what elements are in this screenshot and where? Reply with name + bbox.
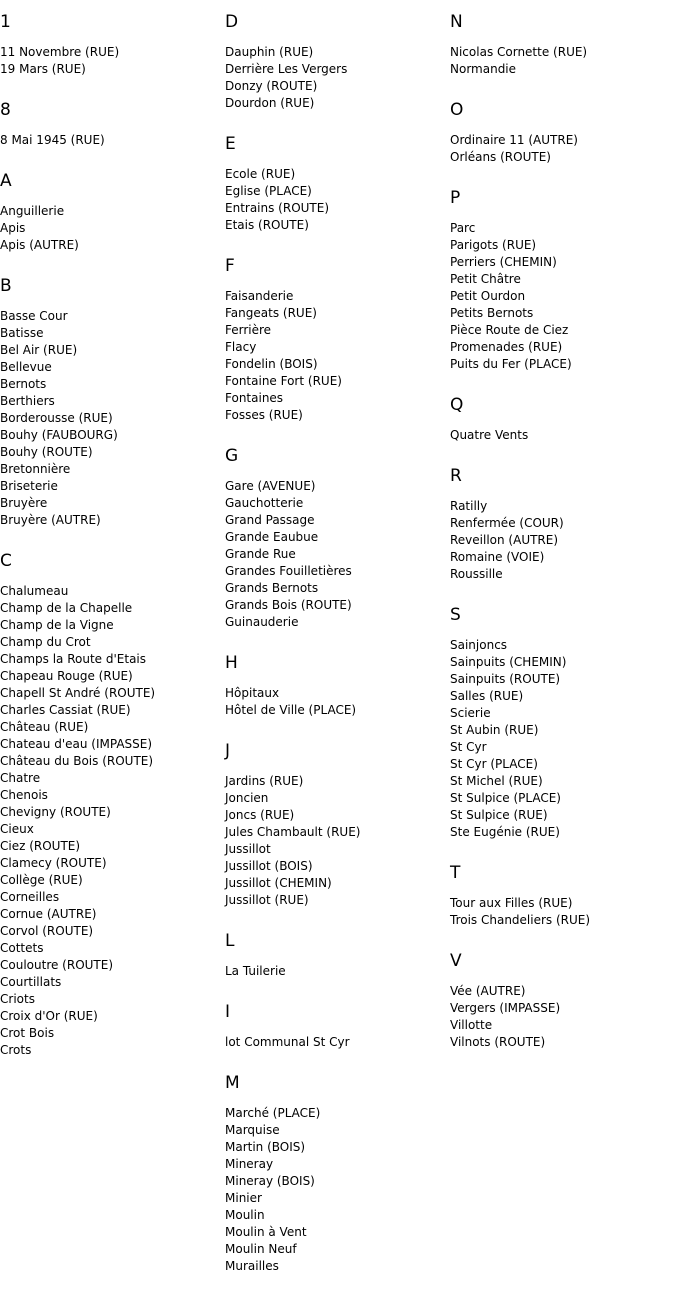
street-name: Salles (RUE) xyxy=(450,689,524,703)
street-name: St Michel (RUE) xyxy=(450,774,543,788)
street-name: Murailles xyxy=(225,1259,279,1273)
street-list xyxy=(450,895,670,929)
street-list xyxy=(225,1105,445,1275)
index-section-1 xyxy=(0,12,220,78)
index-section-j xyxy=(225,741,445,909)
index-section-i xyxy=(225,1002,445,1051)
street-name: Berthiers xyxy=(0,394,55,408)
street-name: Nicolas Cornette (RUE) xyxy=(450,45,588,59)
street-name: Gauchotterie xyxy=(225,496,304,510)
street-name: Perriers (CHEMIN) xyxy=(450,255,557,269)
street-name: Batisse xyxy=(0,326,44,340)
street-name: Champs la Route d'Etais xyxy=(0,652,147,666)
section-letter-heading: T xyxy=(450,863,461,883)
street-name: Flacy xyxy=(225,340,257,354)
street-list xyxy=(0,308,220,529)
index-section-p xyxy=(450,188,670,373)
street-name: Couloutre (ROUTE) xyxy=(0,958,114,972)
street-list xyxy=(450,637,670,841)
street-name: Roussille xyxy=(450,567,503,581)
street-name: St Sulpice (PLACE) xyxy=(450,791,561,805)
street-name: Chalumeau xyxy=(0,584,69,598)
index-section-c xyxy=(0,551,220,1059)
street-name: Champ de la Chapelle xyxy=(0,601,133,615)
index-section-r xyxy=(450,466,670,583)
street-name: Scierie xyxy=(450,706,491,720)
street-index-column-1 xyxy=(0,12,220,1081)
street-name: Gare (AVENUE) xyxy=(225,479,316,493)
street-name: Vilnots (ROUTE) xyxy=(450,1035,546,1049)
index-section-8 xyxy=(0,100,220,149)
street-name: Marché (PLACE) xyxy=(225,1106,321,1120)
street-name: Chapell St André (ROUTE) xyxy=(0,686,156,700)
street-name: Cieux xyxy=(0,822,34,836)
street-list xyxy=(450,983,670,1051)
street-name: Bruyère xyxy=(0,496,48,510)
street-list xyxy=(0,44,220,78)
street-name: Collège (RUE) xyxy=(0,873,83,887)
street-name: Ratilly xyxy=(450,499,488,513)
street-name: Orléans (ROUTE) xyxy=(450,150,551,164)
street-name: Chateau d'eau (IMPASSE) xyxy=(0,737,153,751)
section-letter-heading: M xyxy=(225,1073,240,1093)
index-section-d xyxy=(225,12,445,112)
section-letter-heading: Q xyxy=(450,395,464,415)
street-name: Mineray (BOIS) xyxy=(225,1174,315,1188)
index-section-t xyxy=(450,863,670,929)
street-name: Chevigny (ROUTE) xyxy=(0,805,111,819)
street-name: Ste Eugénie (RUE) xyxy=(450,825,560,839)
street-list xyxy=(450,132,670,166)
section-letter-heading: N xyxy=(450,12,463,32)
street-name: Bretonnière xyxy=(0,462,71,476)
street-list xyxy=(450,44,670,78)
street-name: Dourdon (RUE) xyxy=(225,96,315,110)
street-name: Quatre Vents xyxy=(450,428,529,442)
street-name: Donzy (ROUTE) xyxy=(225,79,318,93)
street-name: Château (RUE) xyxy=(0,720,89,734)
street-name: Apis (AUTRE) xyxy=(0,238,79,252)
street-name: Fangeats (RUE) xyxy=(225,306,317,320)
section-letter-heading: G xyxy=(225,446,239,466)
street-name: Grands Bernots xyxy=(225,581,319,595)
street-name: Ordinaire 11 (AUTRE) xyxy=(450,133,578,147)
street-name: Jussillot (RUE) xyxy=(225,893,309,907)
street-name: Chenois xyxy=(0,788,48,802)
street-list xyxy=(450,498,670,583)
index-section-m xyxy=(225,1073,445,1275)
section-letter-heading: 8 xyxy=(0,100,11,120)
street-name: Moulin xyxy=(225,1208,265,1222)
street-name: Petit Châtre xyxy=(450,272,521,286)
street-name: Grands Bois (ROUTE) xyxy=(225,598,352,612)
street-name: Bouhy (FAUBOURG) xyxy=(0,428,118,442)
street-name: Criots xyxy=(0,992,35,1006)
index-section-o xyxy=(450,100,670,166)
street-name: Jussillot xyxy=(225,842,271,856)
street-index-column-2 xyxy=(225,12,445,1297)
section-letter-heading: I xyxy=(225,1002,231,1022)
section-letter-heading: L xyxy=(225,931,235,951)
street-name: Cottets xyxy=(0,941,44,955)
street-name: Faisanderie xyxy=(225,289,294,303)
street-name: Trois Chandeliers (RUE) xyxy=(450,913,591,927)
street-list xyxy=(0,132,220,149)
street-name: Chapeau Rouge (RUE) xyxy=(0,669,133,683)
street-name: Hôpitaux xyxy=(225,686,280,700)
street-name: Vergers (IMPASSE) xyxy=(450,1001,561,1015)
street-list xyxy=(225,1034,445,1051)
index-section-l xyxy=(225,931,445,980)
street-name: Hôtel de Ville (PLACE) xyxy=(225,703,357,717)
street-name: Tour aux Filles (RUE) xyxy=(450,896,573,910)
street-name: Vée (AUTRE) xyxy=(450,984,526,998)
street-name: Croix d'Or (RUE) xyxy=(0,1009,98,1023)
index-section-s xyxy=(450,605,670,841)
section-letter-heading: V xyxy=(450,951,462,971)
section-letter-heading: R xyxy=(450,466,462,486)
section-letter-heading: S xyxy=(450,605,461,625)
index-section-v xyxy=(450,951,670,1051)
street-name: Moulin à Vent xyxy=(225,1225,307,1239)
section-letter-heading: F xyxy=(225,256,235,276)
index-section-n xyxy=(450,12,670,78)
street-name: Fontaine Fort (RUE) xyxy=(225,374,342,388)
street-name: Promenades (RUE) xyxy=(450,340,563,354)
street-name: Martin (BOIS) xyxy=(225,1140,306,1154)
section-letter-heading: A xyxy=(0,171,12,191)
index-section-e xyxy=(225,134,445,234)
index-section-f xyxy=(225,256,445,424)
street-name: St Aubin (RUE) xyxy=(450,723,539,737)
street-name: Apis xyxy=(0,221,26,235)
section-letter-heading: E xyxy=(225,134,236,154)
street-name: Château du Bois (ROUTE) xyxy=(0,754,154,768)
street-name: Joncien xyxy=(225,791,269,805)
street-list xyxy=(225,288,445,424)
street-name: 19 Mars (RUE) xyxy=(0,62,86,76)
index-section-b xyxy=(0,276,220,529)
street-name: Petit Ourdon xyxy=(450,289,526,303)
street-name: Fosses (RUE) xyxy=(225,408,303,422)
street-name: Basse Cour xyxy=(0,309,68,323)
street-name: lot Communal St Cyr xyxy=(225,1035,350,1049)
street-name: Villotte xyxy=(450,1018,493,1032)
street-name: Bellevue xyxy=(0,360,52,374)
street-name: Petits Bernots xyxy=(450,306,534,320)
street-name: Bruyère (AUTRE) xyxy=(0,513,101,527)
street-name: Joncs (RUE) xyxy=(225,808,295,822)
street-list xyxy=(225,685,445,719)
section-letter-heading: D xyxy=(225,12,239,32)
street-name: Ferrière xyxy=(225,323,272,337)
street-name: Etais (ROUTE) xyxy=(225,218,309,232)
street-name: 11 Novembre (RUE) xyxy=(0,45,120,59)
street-list xyxy=(0,203,220,254)
street-name: Bernots xyxy=(0,377,47,391)
street-name: Champ du Crot xyxy=(0,635,91,649)
street-name: Puits du Fer (PLACE) xyxy=(450,357,572,371)
street-name: Jules Chambault (RUE) xyxy=(225,825,361,839)
street-list xyxy=(450,220,670,373)
street-name: St Sulpice (RUE) xyxy=(450,808,548,822)
index-section-h xyxy=(225,653,445,719)
street-name: Jussillot (CHEMIN) xyxy=(225,876,332,890)
street-name: Briseterie xyxy=(0,479,58,493)
street-name: Jardins (RUE) xyxy=(225,774,304,788)
street-name: Minier xyxy=(225,1191,262,1205)
street-name: Bouhy (ROUTE) xyxy=(0,445,93,459)
street-name: Derrière Les Vergers xyxy=(225,62,348,76)
street-name: Reveillon (AUTRE) xyxy=(450,533,559,547)
street-list xyxy=(225,166,445,234)
street-name: Cornue (AUTRE) xyxy=(0,907,97,921)
street-name: St Cyr (PLACE) xyxy=(450,757,538,771)
street-list xyxy=(450,427,670,444)
street-name: Fondelin (BOIS) xyxy=(225,357,318,371)
street-name: La Tuilerie xyxy=(225,964,286,978)
street-name: Grande Eaubue xyxy=(225,530,319,544)
street-name: Romaine (VOIE) xyxy=(450,550,545,564)
street-list xyxy=(225,773,445,909)
street-name: Anguillerie xyxy=(0,204,65,218)
street-name: Bel Air (RUE) xyxy=(0,343,78,357)
section-letter-heading: H xyxy=(225,653,238,673)
section-letter-heading: B xyxy=(0,276,12,296)
street-name: Parigots (RUE) xyxy=(450,238,537,252)
street-name: Grand Passage xyxy=(225,513,315,527)
section-letter-heading: O xyxy=(450,100,464,120)
street-name: Marquise xyxy=(225,1123,280,1137)
street-name: Borderousse (RUE) xyxy=(0,411,113,425)
street-name: Chatre xyxy=(0,771,41,785)
street-index-column-3 xyxy=(450,12,670,1073)
street-name: 8 Mai 1945 (RUE) xyxy=(0,133,105,147)
street-name: Grandes Fouilletières xyxy=(225,564,352,578)
street-name: Sainjoncs xyxy=(450,638,508,652)
street-name: Crots xyxy=(0,1043,32,1057)
street-name: Sainpuits (ROUTE) xyxy=(450,672,561,686)
street-name: Entrains (ROUTE) xyxy=(225,201,330,215)
street-name: Corvol (ROUTE) xyxy=(0,924,94,938)
street-name: St Cyr xyxy=(450,740,487,754)
index-section-a xyxy=(0,171,220,254)
street-name: Champ de la Vigne xyxy=(0,618,114,632)
section-letter-heading: 1 xyxy=(0,12,11,32)
street-name: Crot Bois xyxy=(0,1026,55,1040)
street-list xyxy=(225,478,445,631)
index-section-g xyxy=(225,446,445,631)
section-letter-heading: J xyxy=(225,741,231,761)
street-name: Renfermée (COUR) xyxy=(450,516,564,530)
street-name: Mineray xyxy=(225,1157,274,1171)
street-name: Corneilles xyxy=(0,890,60,904)
street-name: Normandie xyxy=(450,62,517,76)
street-name: Courtillats xyxy=(0,975,62,989)
index-section-q xyxy=(450,395,670,444)
street-list xyxy=(225,963,445,980)
street-name: Clamecy (ROUTE) xyxy=(0,856,107,870)
street-name: Ciez (ROUTE) xyxy=(0,839,81,853)
street-list xyxy=(0,583,220,1059)
street-name: Ecole (RUE) xyxy=(225,167,296,181)
street-name: Eglise (PLACE) xyxy=(225,184,312,198)
street-name: Fontaines xyxy=(225,391,284,405)
street-list xyxy=(225,44,445,112)
street-name: Parc xyxy=(450,221,476,235)
street-name: Guinauderie xyxy=(225,615,299,629)
street-name: Dauphin (RUE) xyxy=(225,45,314,59)
street-name: Moulin Neuf xyxy=(225,1242,297,1256)
street-name: Grande Rue xyxy=(225,547,296,561)
section-letter-heading: C xyxy=(0,551,12,571)
street-name: Sainpuits (CHEMIN) xyxy=(450,655,567,669)
street-name: Charles Cassiat (RUE) xyxy=(0,703,131,717)
street-name: Jussillot (BOIS) xyxy=(225,859,313,873)
street-name: Pièce Route de Ciez xyxy=(450,323,569,337)
section-letter-heading: P xyxy=(450,188,461,208)
